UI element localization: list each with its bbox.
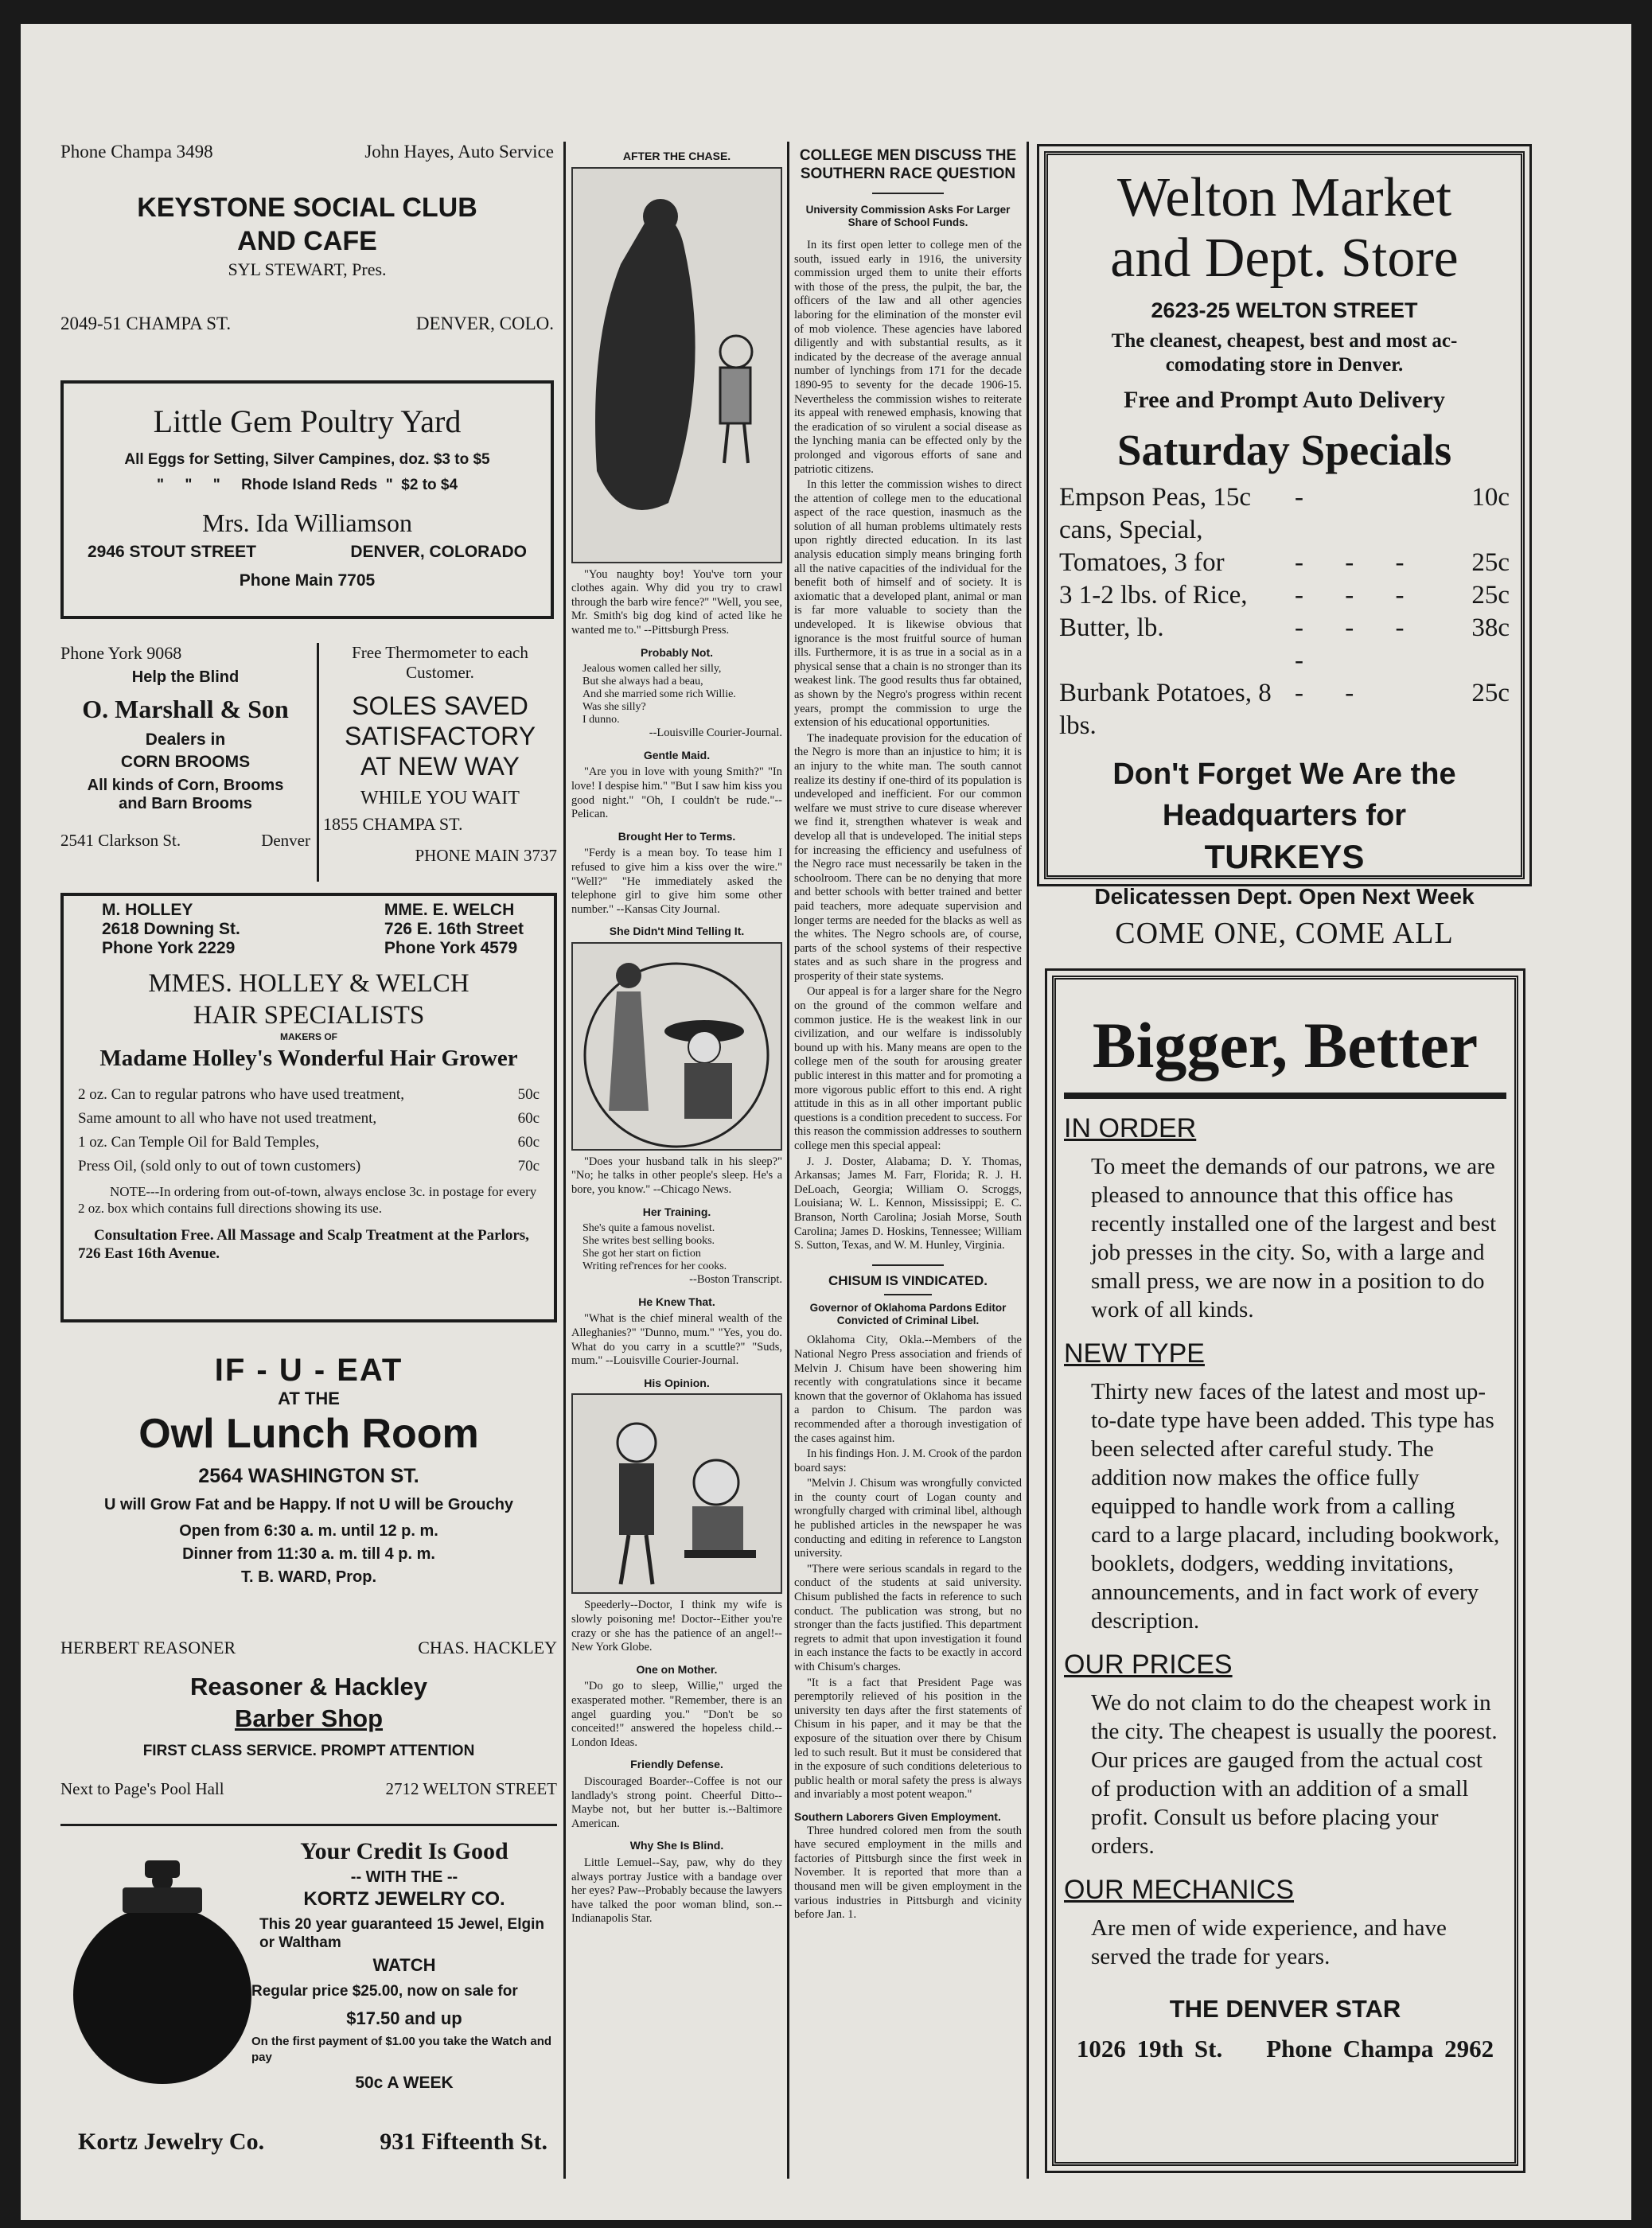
kortz-line5: WATCH xyxy=(372,1955,436,1975)
welton-desc2: comodating store in Denver. xyxy=(1165,354,1404,376)
kortz-address: 931 Fifteenth St. xyxy=(380,2129,547,2155)
poem1-source: --Louisville Courier-Journal. xyxy=(649,726,782,740)
welton-title2: and Dept. Store xyxy=(1110,228,1459,289)
marshall-city: Denver xyxy=(261,831,310,850)
soles-line3: AT NEW WAY xyxy=(360,752,520,781)
hair-price-row: Same amount to all who have not used treatment, 60c xyxy=(78,1110,540,1127)
star-phone: Phone Champa 2962 xyxy=(1266,2035,1494,2062)
barber-right-name: CHAS. HACKLEY xyxy=(418,1638,557,1657)
friendly-text: Discouraged Boarder--Coffee is not our landlady's strong point. Cheerful Ditto--Maybe not, but her butter is.--Baltimore American. xyxy=(571,1774,782,1830)
training-head: Her Training. xyxy=(642,1205,711,1218)
gentle-maid-head: Gentle Maid. xyxy=(643,748,711,761)
soles-line1: SOLES SAVED xyxy=(352,691,528,720)
news-para: In this letter the commission wishes to direct the attention of college men to the educational aspect of the race question, inasmuch as the solution of all human problems ultimately rests upon rightly directed education. In its last analysis education simply means bringing forth all the native capacities of the individual for the benefit both of himself and of society. It is axiomatic that a developed plant, animal or man is far more valuable to society than the undeveloped. It is likewise obvious that ignorance is the most fruitful source of human ills. Furthermore, it is as true in a social as in a physical sense that a chain is no stronger than its weakest link. The good results thus far obtained, as shown by the Negro's progress within recent years, prompt the commission to urge the extension of his educational opportunities. xyxy=(794,478,1022,730)
newspaper-page xyxy=(21,24,1631,2220)
keystone-ad xyxy=(60,142,554,364)
marshall-kinds1: All kinds of Corn, Brooms xyxy=(87,777,284,794)
welton-specials-title: Saturday Specials xyxy=(1116,426,1452,474)
pocket-watch-icon xyxy=(67,1856,258,2110)
knew-head: He Knew That. xyxy=(638,1295,715,1308)
cartoon-didnt-mind xyxy=(571,942,782,1151)
poem-probably-not: Jealous women called her silly, But she always had a beau, And she married some rich Willie. Was she silly? I dunno. xyxy=(582,663,736,726)
welton-come: COME ONE, COME ALL xyxy=(1115,917,1454,950)
keystone-city: DENVER, COLO. xyxy=(415,314,554,333)
chisum-rule xyxy=(872,1264,944,1266)
kortz-top-rule xyxy=(60,1824,557,1826)
barber-title1: Reasoner & Hackley xyxy=(189,1673,428,1700)
soles-free-line1: Free Thermometer to each xyxy=(352,643,528,662)
special-row: Empson Peas, 15c cans, Special, - 10c xyxy=(1059,483,1510,544)
hair-price-row: 2 oz. Can to regular patrons who have used treatment, 50c xyxy=(78,1086,540,1103)
welton-hq3: TURKEYS xyxy=(1204,838,1365,875)
cartoon1-title: AFTER THE CHASE. xyxy=(622,150,731,162)
hair-right-address: 726 E. 16th Street xyxy=(384,920,524,938)
kortz-line2: -- WITH THE -- xyxy=(350,1868,458,1886)
star-section-body: Are men of wide experience, and have served the trade for years. xyxy=(1091,1915,1447,1969)
barber-address: 2712 WELTON STREET xyxy=(385,1779,557,1798)
hair-left-name: M. HOLLEY xyxy=(102,901,193,919)
hair-title2: HAIR SPECIALISTS xyxy=(193,1001,425,1030)
soles-line4: WHILE YOU WAIT xyxy=(360,788,520,808)
chisum-para: "It is a fact that President Page was peremptorily relieved of his position in the university ten days after the first statements of Chisum in his paper, and it may be that the exposure of the situation over there by Chisum led to such result. But it must be considered that in the exposure of such conditions deleterious to public health or moral safety the press is always and invariably a most potent weapon." xyxy=(794,1676,1022,1801)
didnt-mind-text: "Does your husband talk in his sleep?" "No; he talks in other people's sleep. He's a bore, you know." --Chicago News. xyxy=(571,1155,782,1197)
star-section-body: To meet the demands of our patrons, we are pleased to announce that this office has recently installed one of the largest and best job presses in the city. So, with a large and small press, we are now in a position to do work of all kinds. xyxy=(1091,1154,1497,1322)
poem2-source: --Boston Transcript. xyxy=(689,1273,782,1287)
opinion-head: His Opinion. xyxy=(644,1376,710,1389)
poem-training: She's quite a famous novelist. She writes best selling books. She got her start on fiction Writing ref'rences for her cooks. xyxy=(582,1222,727,1273)
kortz-line6: Regular price $25.00, now on sale for xyxy=(251,1983,518,2000)
brought-head: Brought Her to Terms. xyxy=(618,829,736,843)
hair-price-list xyxy=(78,1083,540,1178)
poultry-line1: All Eggs for Setting, Silver Campines, doz. $3 to $5 xyxy=(124,451,490,468)
hair-makers: MAKERS OF xyxy=(280,1031,337,1042)
welton-deli: Delicatessen Dept. Open Next Week xyxy=(1094,884,1475,909)
welton-address: 2623-25 WELTON STREET xyxy=(1151,298,1418,322)
welton-delivery: Free and Prompt Auto Delivery xyxy=(1124,387,1445,413)
chisum-headline: CHISUM IS VINDICATED. xyxy=(828,1272,988,1288)
barber-next: Next to Page's Pool Hall xyxy=(60,1779,224,1798)
chisum-sub-rule xyxy=(884,1294,932,1295)
soles-free-line2: Customer. xyxy=(406,663,474,682)
marshall-ad xyxy=(60,643,310,890)
keystone-auto: John Hayes, Auto Service xyxy=(364,142,554,162)
gentle-maid-text: "Are you in love with young Smith?" "In love! I despise him." "But I saw him kiss you good night." "Oh, I couldn't be rude."--Pelican. xyxy=(571,765,782,821)
poultry-ad xyxy=(60,380,554,619)
marshall-name: O. Marshall & Son xyxy=(82,695,289,723)
star-section-head: NEW TYPE xyxy=(1064,1338,1205,1369)
mother-text: "Do go to sleep, Willie," urged the exasperated mother. "Remember, there is an angel guarding you." "Don't be so conceited!" answered the hopeless child.--London Ideas. xyxy=(571,1680,782,1749)
news-headline-line2: SOUTHERN RACE QUESTION xyxy=(800,166,1016,182)
poultry-city: DENVER, COLORADO xyxy=(350,543,527,561)
poultry-line2: " " " Rhode Island Reds " $2 to $4 xyxy=(156,477,458,493)
special-row: Butter, lb. - - - - 38c xyxy=(1059,613,1510,675)
owl-line2: AT THE xyxy=(278,1389,340,1408)
news-para: The inadequate provision for the education of the Negro is more than an injustice to him; it is an injury to the white man. The south cannot realize its destiny if one-third of its population is undeveloped and inefficient. For our common welfare we must strive to cure disease wherever we find it, strengthen whatever is weak and develop all that is undeveloped. The initial steps for increasing the efficiency and usefulness of the Negro race must necessarily be taken in the schoolroom. There can be no denying that more and better schools with better trained and better paid teachers, more adequate supervision and longer terms are needed for the blacks as well as the whites. The Negro schools are, of course, parts of the school systems of their respective states and as such share in the progress and prosperity of their state systems. xyxy=(794,731,1022,983)
hair-ad xyxy=(60,893,557,1322)
marshall-kinds2: and Barn Brooms xyxy=(119,795,252,812)
marshall-dealers: Dealers in xyxy=(145,730,226,749)
soles-ad xyxy=(323,643,557,890)
cartoon1-text: "You naughty boy! You've torn your clothes again. Why did you try to crawl through the barb wire fence?" "Well, you see, Mr. Smith's big dog kind of acted like he wanted me to." --Pittsburgh Press. xyxy=(571,567,782,637)
cartoon-his-opinion xyxy=(571,1393,782,1594)
owl-prop: T. B. WARD, Prop. xyxy=(241,1568,376,1586)
owl-line1: IF - U - EAT xyxy=(214,1353,403,1388)
blind-text: Little Lemuel--Say, paw, why do they always portray Justice with a bandage over her eyes? Paw--Probably because the lawyers have talked the poor woman blind, son.--Indianapolis Star. xyxy=(571,1856,782,1926)
poultry-owner: Mrs. Ida Williamson xyxy=(202,508,412,537)
keystone-name-line2: AND CAFE xyxy=(237,226,377,256)
star-section-head: IN ORDER xyxy=(1064,1113,1197,1143)
denver-star-ad xyxy=(1052,976,1518,2166)
women-cartoon-icon xyxy=(573,944,781,1149)
welton-desc1: The cleanest, cheapest, best and most ac- xyxy=(1111,330,1458,352)
soles-phone: PHONE MAIN 3737 xyxy=(415,846,557,865)
chisum-para: "There were serious scandals in regard to the conduct of the students at said university. Chisum published the facts in reference to such conduct. The publication was strong, but no stronger than the facts justified. This department regrets to admit that upon investigation it found in each instance the facts to be exactly in accord with Chisum's charges. xyxy=(794,1562,1022,1673)
column-rule-2 xyxy=(787,142,789,2179)
owl-hours2: Dinner from 11:30 a. m. till 4 p. m. xyxy=(182,1545,435,1563)
hair-left-phone: Phone York 2229 xyxy=(102,939,236,957)
marshall-address: 2541 Clarkson St. xyxy=(60,831,181,850)
hair-right-phone: Phone York 4579 xyxy=(384,939,518,957)
kortz-line8: On the first payment of $1.00 you take the Watch and pay xyxy=(251,2035,552,2064)
kortz-line9: 50c A WEEK xyxy=(355,2074,454,2092)
chisum-para: Oklahoma City, Okla.--Members of the National Negro Press association and friends of Melvin J. Chisum have been showering him recently with congratulations since it became known that the governor of Oklahoma has issued a pardon to Chisum. The pardon was recommended after a thorough investigation of the cases against him. xyxy=(794,1334,1022,1445)
kortz-name: Kortz Jewelry Co. xyxy=(78,2129,265,2155)
barber-service: FIRST CLASS SERVICE. PROMPT ATTENTION xyxy=(142,1743,475,1759)
owl-motto: U will Grow Fat and be Happy. If not U will be Grouchy xyxy=(103,1496,514,1513)
hair-right-name: MME. E. WELCH xyxy=(384,901,515,919)
kortz-line4: This 20 year guaranteed 15 Jewel, Elgin or Waltham xyxy=(259,1916,544,1951)
poultry-phone: Phone Main 7705 xyxy=(239,571,376,590)
friendly-head: Friendly Defense. xyxy=(630,1758,723,1771)
news-subhead: University Commission Asks For Larger Share of School Funds. xyxy=(805,204,1011,228)
brought-text: "Ferdy is a mean boy. To tease him I refused to give him a kiss over the wire." "Well?" "He immediately asked the telephone girl to give him some other number." --Kansas City Journal. xyxy=(571,847,782,916)
poultry-title: Little Gem Poultry Yard xyxy=(153,403,462,439)
column-rule-3 xyxy=(1027,142,1029,2179)
mother-head: One on Mother. xyxy=(636,1662,718,1676)
chase-cartoon-icon xyxy=(573,169,781,562)
humor-column xyxy=(571,143,782,2180)
star-section-head: OUR PRICES xyxy=(1064,1650,1233,1680)
star-section-body: We do not claim to do the cheapest work in the city. The cheapest is usually the poorest. Our prices are gauged from the actual cost of production with an addition of a small profit. Consult us before placing your orders. xyxy=(1091,1690,1498,1859)
hair-note: NOTE---In ordering from out-of-town, always enclose 3c. in postage for every 2 oz. box which contains full directions showing its use. xyxy=(78,1184,537,1216)
news-column xyxy=(794,143,1022,2180)
special-row: Tomatoes, 3 for - - - 25c xyxy=(1059,548,1510,577)
opinion-text: Speederly--Doctor, I think my wife is slowly poisoning me! Doctor--Either you're crazy or she has the patience of an angel!--New York Globe. xyxy=(571,1599,782,1654)
welton-hq1: Don't Forget We Are the xyxy=(1112,758,1456,791)
news-para: In its first open letter to college men of the south, issued early in 1916, the university commission urged them to unite their efforts with those of the press, the pulpit, the bar, the officers of the law and all other agencies laboring for the elimination of the monster evil of mob violence. These agencies have labored diligently and with substantial results, as it indicated by the decrease of the average annual number of lynchings from 171 for the decade 1890-95 to seventy for the decade 1906-15. Nevertheless the commission wishes to reiterate its appeal with renewed emphasis, knowing that the eradication of so virulent a social disease as the lynching mania can be effected only by the prolonged and vigorous efforts of sane and patriotic citizens. xyxy=(794,239,1022,476)
kortz-line7: $17.50 and up xyxy=(346,2008,462,2028)
labor-headline: Southern Laborers Given Employment. xyxy=(794,1809,1001,1823)
marshall-phone: Phone York 9068 xyxy=(60,643,182,663)
marshall-help: Help the Blind xyxy=(131,668,240,686)
chisum-para: In his findings Hon. J. M. Crook of the pardon board says: xyxy=(794,1447,1022,1474)
hair-consult: Consultation Free. All Massage and Scalp Treatment at the Parlors, 726 East 16th Avenue. xyxy=(78,1227,529,1262)
barber-left-name: HERBERT REASONER xyxy=(60,1638,236,1657)
poultry-street: 2946 STOUT STREET xyxy=(88,543,257,561)
hair-price-row: Press Oil, (sold only to out of town customers) 70c xyxy=(78,1158,540,1174)
knew-text: "What is the chief mineral wealth of the Alleghanies?" "Dunno, mum." "Yes, you do. What do you carry in a scuttle?" "Suds, mum." --Louisville Courier-Journal. xyxy=(571,1312,782,1368)
keystone-address: 2049-51 CHAMPA ST. xyxy=(60,314,232,333)
marshall-product: CORN BROOMS xyxy=(120,753,251,771)
soles-address: 1855 CHAMPA ST. xyxy=(323,814,463,834)
welton-specials-list xyxy=(1059,481,1510,742)
blind-head: Why She Is Blind. xyxy=(629,1839,724,1852)
star-section-body: Thirty new faces of the latest and most up-to-date type have been added. This type has been selected after careful study. The addition now makes the office fully equipped to handle work from a calling card to a large placard, including bookwork, booklets, dodgers, wedding invitations, announcements, and in fact work of every description. xyxy=(1091,1379,1500,1634)
hair-left-address: 2618 Downing St. xyxy=(102,920,240,938)
owl-line3: Owl Lunch Room xyxy=(138,1411,479,1457)
chisum-subhead: Governor of Oklahoma Pardons Editor Convicted of Criminal Libel. xyxy=(809,1302,1007,1327)
keystone-phone: Phone Champa 3498 xyxy=(60,142,213,162)
special-row: Burbank Potatoes, 8 lbs. - - 25c xyxy=(1059,679,1510,740)
chisum-para: "Melvin J. Chisum was wrongfully convicted in the county court of Logan county and wrongfully charged with criminal libel, although he published articles in the newspaper he was conducting and editing in reference to Langston university. xyxy=(794,1477,1022,1560)
welton-market-ad xyxy=(1044,151,1525,950)
star-address: 1026 19th St. xyxy=(1076,2035,1223,2062)
owl-lunch-ad xyxy=(60,1337,557,1615)
special-row: 3 1-2 lbs. of Rice, - - - 25c xyxy=(1059,581,1510,610)
welton-hq2: Headquarters for xyxy=(1162,799,1407,832)
marshall-divider xyxy=(317,643,319,882)
star-section-head: OUR MECHANICS xyxy=(1064,1875,1295,1905)
star-title-rule xyxy=(1064,1093,1506,1099)
kortz-line1: Your Credit Is Good xyxy=(300,1838,508,1864)
kortz-line3: KORTZ JEWELRY CO. xyxy=(303,1888,505,1910)
news-para: Our appeal is for a larger share for the Negro on the ground of the common welfare and common justice. He is the weakest link in our civilization, and our welfare is indissolubly bound up with his. Many means are open to the college men of the south for arousing greater public interest in this matter and for promoting a more vigorous public effort to this end. A right attitude in this as in all other important public questions is a condition precedent to success. For this reason the commission addresses to southern college men this special appeal: xyxy=(794,985,1022,1152)
barber-ad xyxy=(60,1630,557,1821)
news-headline-rule xyxy=(872,193,944,194)
didnt-mind-head: She Didn't Mind Telling It. xyxy=(609,925,745,938)
hair-price-row: 1 oz. Can Temple Oil for Bald Temples, 60c xyxy=(78,1134,540,1151)
welton-title1: Welton Market xyxy=(1116,167,1452,228)
star-name: THE DENVER STAR xyxy=(1169,1995,1401,2023)
hair-product: Madame Holley's Wonderful Hair Grower xyxy=(99,1046,518,1071)
cartoon-after-the-chase xyxy=(571,167,782,563)
doctor-cartoon-icon xyxy=(573,1395,781,1592)
soles-line2: SATISFACTORY xyxy=(344,722,536,750)
barber-title2: Barber Shop xyxy=(234,1704,384,1732)
owl-hours1: Open from 6:30 a. m. until 12 p. m. xyxy=(179,1522,438,1540)
owl-address: 2564 WASHINGTON ST. xyxy=(198,1465,419,1487)
column-rule-1 xyxy=(563,142,566,2179)
kortz-ad xyxy=(60,1830,557,2164)
news-headline-line1: COLLEGE MEN DISCUSS THE xyxy=(799,147,1017,164)
news-para: J. J. Doster, Alabama; D. Y. Thomas, Arkansas; James M. Farr, Florida; R. J. H. DeLoach, Georgia; William O. Scroggs, Louisiana; W. L. Kennon, Mississippi; E. C. Branson, North Carolina; Josiah Morse, South Carolina; James D. Hoskins, Tennessee; William S. Sutton, Texas, and W. M. Hunley, Virginia. xyxy=(794,1155,1022,1252)
keystone-president: SYL STEWART, Pres. xyxy=(228,259,387,279)
hair-title1: MMES. HOLLEY & WELCH xyxy=(148,969,469,998)
probably-not-head: Probably Not. xyxy=(640,645,713,659)
labor-text: Three hundred colored men from the south have secured employment in the mills and factories of Pittsburgh since the first week in November. It is reported that more than a thousand men will be given employment in the various industries in Pittsburgh and vicinity before Jan. 1. xyxy=(794,1824,1022,1922)
keystone-name-line1: KEYSTONE SOCIAL CLUB xyxy=(137,193,477,223)
star-title: Bigger, Better xyxy=(1092,1009,1479,1081)
